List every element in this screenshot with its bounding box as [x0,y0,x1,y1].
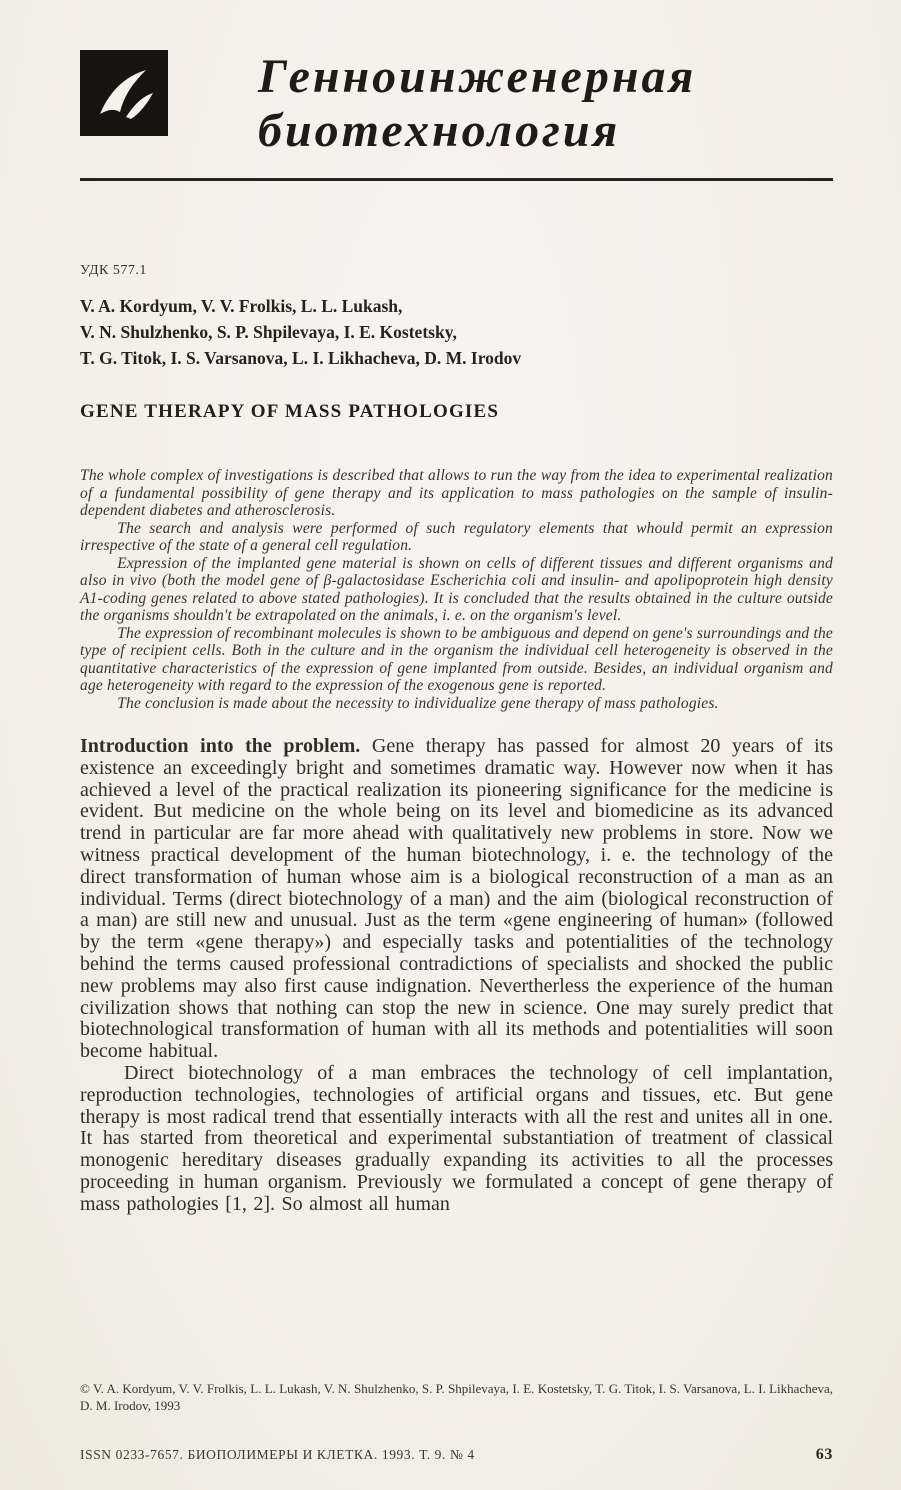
journal-title [258,50,696,158]
masthead-divider-rule [80,178,833,181]
author-line: V. A. Kordyum, V. V. Frolkis, L. L. Lukash, [80,296,403,316]
author-line: V. N. Shulzhenko, S. P. Shpilevaya, I. E. Kostetsky, [80,322,457,342]
page-content [80,0,833,1216]
journal-title-line2: биотехнология [258,104,621,157]
copyright-notice: © V. A. Kordyum, V. V. Frolkis, L. L. Lukash, V. N. Shulzhenko, S. P. Shpilevaya, I. E. Kostetsky, T. G. Titok, I. S. Varsanova, L. I. Likhacheva, D. M. Irodov, 1993 [80,1381,833,1413]
journal-masthead-block [80,50,833,158]
abstract-paragraph: The whole complex of investigations is described that allows to run the way from the idea to experimental realization of a fundamental possibility of gene therapy and its application to mass pathologies on the sample of insulin-dependent diabetes and atherosclerosis. [80,467,833,519]
body-paragraph [80,736,833,1063]
abstract-paragraph: Expression of the implanted gene material is shown on cells of different tissues and different organisms and also in vivo (both the model gene of β-galactosidase Escherichia coli and insulin- and apolipoprotein high density A1-coding genes related to above stated pathologies). It is concluded that the results obtained in the culture outside the organisms shouldn't be extrapolated on the animals, i. e. on the organism's level. [80,554,833,624]
abstract-paragraph: The conclusion is made about the necessity to individualize gene therapy of mass pathologies. [117,694,719,712]
abstract-paragraph: The search and analysis were performed of such regulatory elements that whould permit an expression irrespective of the state of a general cell regulation. [80,519,833,554]
article-title: GENE THERAPY OF MASS PATHOLOGIES [80,401,500,422]
author-line: T. G. Titok, I. S. Varsanova, L. I. Likhacheva, D. M. Irodov [80,348,522,368]
abstract [80,467,833,712]
journal-footer-line [80,1446,833,1464]
page-number: 63 [815,1446,833,1463]
udc-code: УДК 577.1 [80,263,147,278]
article-body [80,736,833,1216]
body-paragraph-text: Gene therapy has passed for almost 20 years of its existence an exceedingly bright and sometimes dramatic way. However now when it has achieved a level of the practical realization its pioneering significance for the medicine is evident. But medicine on the whole being on its level and biomedicine as its advanced trend in particular are far more ahead with qualitatively new problems in store. Now we witness practical development of the human biotechnology, i. e. the technology of the direct transformation of human whose aim is a biological reconstruction of a man as an individual. Terms (direct biotechnology of a man) and the aim (biological reconstruction of a man) are still new and unusual. Just as the term «gene engineering of human» (followed by the term «gene therapy») and especially tasks and potentialities of the technology behind the terms caused professional contradictions of specialists and shocked the public new problems may also first cause indignation. Nevertherless the experience of the human civilization shows that nothing can stop the new in science. One may surely predict that biotechnological transformation of human with all its methods and potentialities will soon become habitual. [80,735,834,1063]
issn-citation: ISSN 0233-7657. БИОПОЛИМЕРЫ И КЛЕТКА. 1993. Т. 9. № 4 [80,1447,475,1462]
section-lead-in: Introduction into the problem. [80,735,361,757]
publisher-logo-icon [80,50,168,136]
author-list [80,293,833,371]
journal-title-line1: Генноинженерная [258,50,697,103]
abstract-paragraph: The expression of recombinant molecules is shown to be ambiguous and depend on gene's surroundings and the type of recipient cells. Both in the culture and in the organism the individual cell heterogeneity is observed in the quantitative characteristics of the expression of gene implanted from outside. Besides, an individual organism and age heterogeneity with regard to the expression of the exogenous gene is reported. [80,624,833,694]
body-paragraph: Direct biotechnology of a man embraces the technology of cell implantation, reproduction technologies, technologies of artificial organs and tissues, etc. But gene therapy is most radical trend that essentially interacts with all the rest and unites all in one. It has started from theoretical and experimental substantiation of treatment of classical monogenic hereditary diseases gradually expanding its activities to all the processes proceeding in human organism. Previously we formulated a concept of gene therapy of mass pathologies [1, 2]. So almost all human [80,1061,833,1215]
